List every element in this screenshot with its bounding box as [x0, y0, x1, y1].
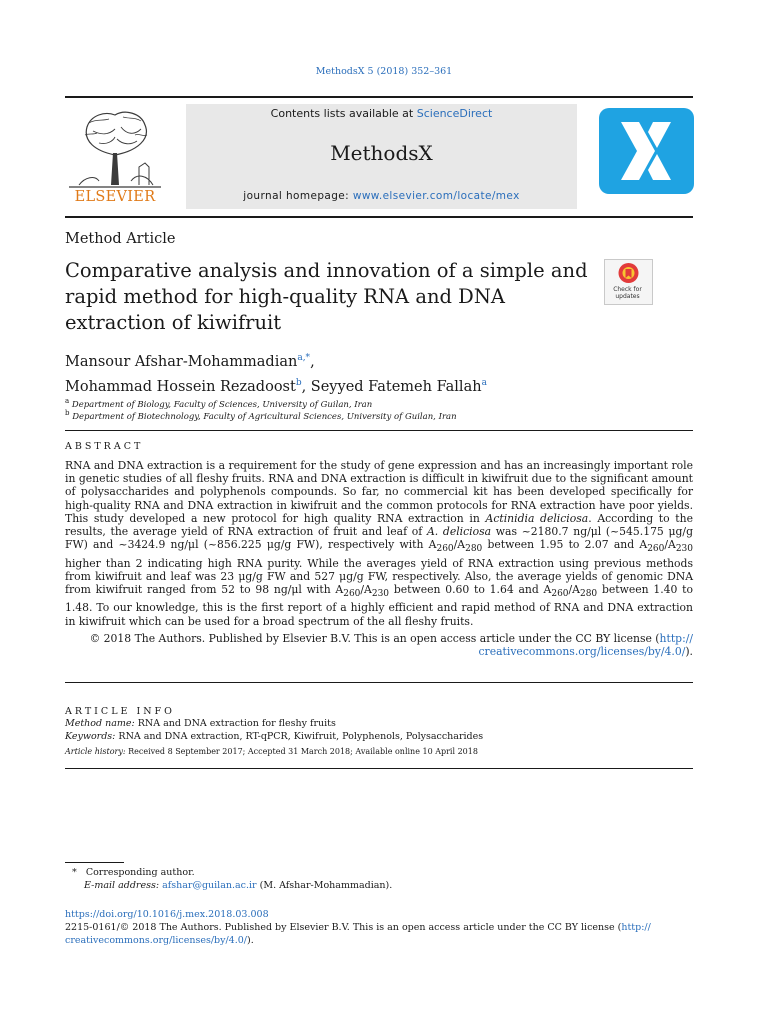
keywords-label: Keywords:	[65, 731, 116, 742]
affiliation-text: Department of Biology, Faculty of Sciences, University of Guilan, Iran	[71, 399, 373, 410]
author-separator: ,	[301, 378, 311, 395]
footnote-corresponding	[72, 867, 195, 878]
subscript: 230	[675, 544, 693, 555]
method-name	[65, 718, 336, 729]
methodsx-x-icon	[599, 108, 694, 194]
keywords-value: RNA and DNA extraction, RT-qPCR, Kiwifruit, Polyphenols, Polysaccharides	[115, 731, 484, 742]
article-info-bottom-rule	[65, 768, 693, 769]
footnote-text: Corresponding author.	[85, 867, 195, 878]
method-name-label: Method name:	[65, 718, 135, 729]
affiliation-text: Department of Biotechnology, Faculty of Agricultural Sciences, University of Guilan, Iran	[72, 411, 457, 422]
footnote-email	[84, 880, 392, 891]
abstract-text: higher than 2 indicating high RNA purity. While the averages yield of RNA extraction using previous methods from kiwifruit and leaf was 23 μg/g FW and 527 μg/g FW, respectively. Also, the average yields of genomic DNA from kiwifruit ranged from 52 to 98 ng/μl with A	[65, 556, 693, 596]
homepage-link[interactable]: www.elsevier.com/locate/mex	[352, 190, 520, 202]
issn-license	[65, 922, 693, 947]
issn-text: 2215-0161/© 2018 The Authors. Published by Elsevier B.V. This is an open access article under the CC BY license (	[65, 922, 622, 933]
abstract-text: . According to the results, the average yield of RNA extraction of fruit and leaf of	[65, 511, 693, 539]
copyright-text: © 2018 The Authors. Published by Elsevier B.V. This is an open access article under the CC BY license (	[89, 632, 660, 645]
header-bottom-rule	[65, 216, 693, 218]
abstract-text: between 1.40 to 1.48. To our knowledge, this is the first report of a highly efficient and rapid method of RNA and DNA extraction in kiwifruit which can be used for a broad spectrum of the all fleshy fruits.	[65, 582, 693, 628]
abstract-text: was ~2180.7 ng/μl (~545.175 μg/g FW) and ~3424.9 ng/μl (~856.225 μg/g FW), respectively with A	[65, 525, 693, 552]
homepage-prefix: journal homepage:	[243, 190, 353, 202]
affiliation	[65, 409, 457, 422]
license-link[interactable]: http://	[659, 632, 693, 645]
author-affiliation-marker[interactable]: a	[481, 377, 487, 388]
copyright-end: ).	[685, 645, 693, 659]
email-owner: (M. Afshar-Mohammadian).	[256, 880, 393, 891]
author-name[interactable]: Mansour Afshar-Mohammadian	[65, 353, 298, 370]
journal-citation[interactable]: MethodsX 5 (2018) 352–361	[315, 66, 453, 77]
footnote-rule	[65, 862, 124, 863]
abstract-copyright	[65, 632, 693, 658]
abstract-text: /A	[568, 582, 580, 596]
author-list	[65, 348, 685, 398]
author-separator: ,	[310, 353, 315, 370]
doi-link[interactable]: https://doi.org/10.1016/j.mex.2018.03.008	[65, 909, 269, 920]
history-value: Received 8 September 2017; Accepted 31 March 2018; Available online 10 April 2018	[125, 747, 478, 756]
subscript: 280	[465, 544, 483, 555]
article-info-top-rule	[65, 682, 693, 683]
bookmark-icon	[605, 260, 652, 287]
article-type: Method Article	[65, 231, 176, 247]
abstract-text: /A	[453, 538, 466, 552]
article-history	[65, 747, 478, 756]
abstract-heading: ABSTRACT	[65, 441, 144, 452]
article-title: Comparative analysis and innovation of a simple and rapid method for high-quality RNA and DNA extraction of kiwifruit	[65, 259, 588, 334]
affiliation-key: b	[65, 409, 70, 417]
email-label: E-mail address:	[84, 880, 163, 891]
license-link[interactable]: creativecommons.org/licenses/by/4.0/	[65, 934, 247, 946]
elsevier-logo-text: ELSEVIER	[74, 189, 156, 205]
subscript: 260	[551, 589, 569, 600]
contents-line	[186, 107, 577, 120]
affiliation-key: a	[65, 397, 70, 405]
check-for-updates-label: Check for updates	[613, 286, 642, 300]
author-name[interactable]: Mohammad Hossein Rezadoost	[65, 378, 296, 395]
species-name: A. deliciosa	[427, 525, 492, 539]
abstract-text: RNA and DNA extraction is a requirement for the study of gene expression and has an increasingly important role in genetic studies of all fleshy fruits. RNA and DNA extraction is difficult in kiwifruit due to the significant amount of polysaccharides and polyphenols compounds. So far, no commercial kit has been developed specifically for high-quality RNA and DNA extraction in kiwifruit and the common protocols for RNA extraction have poor yields. This study developed a new protocol for high quality RNA extraction in	[65, 459, 693, 525]
subscript: 280	[579, 589, 598, 600]
abstract-text: /A	[664, 538, 676, 552]
license-link[interactable]: http://	[621, 922, 651, 933]
history-label: Article history:	[65, 747, 126, 756]
article-info-heading: ARTICLE INFO	[65, 706, 175, 717]
subscript: 260	[436, 544, 454, 555]
affiliation	[65, 397, 372, 410]
methodsx-logo-icon	[599, 108, 694, 194]
issn-end: ).	[247, 934, 254, 946]
contents-prefix: Contents lists available at	[270, 107, 417, 120]
subscript: 230	[371, 589, 390, 600]
email-link[interactable]: afshar@guilan.ac.ir	[162, 880, 257, 891]
method-name-value: RNA and DNA extraction for fleshy fruits	[134, 718, 336, 729]
footnote-marker: *	[72, 867, 77, 878]
abstract-body	[65, 459, 693, 628]
author-name[interactable]: Seyyed Fatemeh Fallah	[310, 378, 482, 395]
sciencedirect-link[interactable]: ScienceDirect	[416, 107, 493, 120]
abstract-text: between 1.95 to 2.07 and A	[482, 538, 648, 552]
author-affiliation-marker[interactable]: b	[295, 377, 302, 388]
abstract-text: /A	[360, 582, 372, 596]
author-affiliation-marker[interactable]: a,*	[297, 353, 311, 363]
keywords	[65, 731, 483, 742]
license-link[interactable]: creativecommons.org/licenses/by/4.0/	[478, 645, 686, 659]
abstract-top-rule	[65, 430, 693, 431]
header-top-rule	[65, 96, 693, 98]
species-name: Actinidia deliciosa	[485, 511, 589, 525]
journal-name: MethodsX	[330, 141, 433, 165]
subscript: 260	[647, 544, 665, 555]
journal-homepage	[186, 190, 577, 202]
abstract-text: between 0.60 to 1.64 and A	[389, 582, 552, 596]
subscript: 260	[343, 589, 361, 600]
